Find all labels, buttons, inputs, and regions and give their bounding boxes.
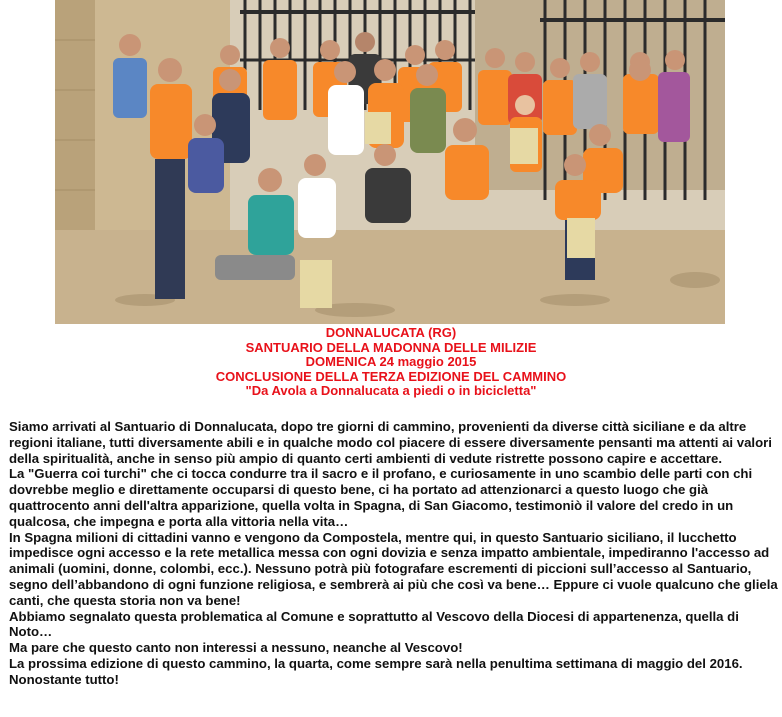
article-paragraph: Ma pare che questo canto non interessi a nessuno, neanche al Vescovo! [9,640,463,656]
header-sanctuary: SANTUARIO DELLA MADONNA DELLE MILIZIE [245,339,537,355]
group-photo [55,0,725,324]
article-paragraph: Abbiamo segnalato questa problematica al Comune e soprattutto al Vescovo della Diocesi di appartenenza, quella di Noto… [9,608,739,640]
header-event: CONCLUSIONE DELLA TERZA EDIZIONE DEL CAMMINO [215,368,567,384]
article-paragraph: In Spagna milioni di cittadini vanno e vengono da Compostela, mentre qui, in questo Santuario siciliano, il lucchetto impedisce ogni accesso e la rete metallica messa con ogni dovizia e senza impatto ambientale, impediranno l'accesso ad animali (uomini, donne, colombi, ecc.). Nessuno potrà più fotografare escrementi di piccioni sull’accesso al Santuario, segno dell’abbandono di ogni funzione religiosa, e sembrerà ai più che così va bene… Eppure ci vuole qualcuno che gliela canti, che questa storia non va bene! [9,529,778,608]
header-subtitle: "Da Avola a Donnalucata a piedi o in bicicletta" [245,383,537,399]
article-paragraph: La "Guerra coi turchi" che ci tocca condurre tra il sacro e il profano, e curiosamente in uno scambio delle parti con chi dovrebbe meglio e direttamente occuparsi di questo bene, ci ha portato ad attenzionarci a questo luogo che già quattrocento anni dell'altra apparizione, quella volta in Spagna, di San Giacomo, testimoniò il valore del credo in un qualcosa, che impegna e porta alla vittoria nella vita… [9,466,753,529]
header-location: DONNALUCATA (RG) [325,325,457,340]
event-header [0,326,782,399]
article-body [9,419,779,688]
header-date: DOMENICA 24 maggio 2015 [305,354,477,370]
article-paragraph: Siamo arrivati al Santuario di Donnalucata, dopo tre giorni di cammino, provenienti da diverse città siciliane e da altre regioni italiane, tutti diversamente abili e in qualche modo col piacere di essere diversamente pensanti ma attenti ai valori della spiritualità, anche in senso più ampio di quanto certi ambienti di vedute ristrette possono capire e accettare. [9,419,772,466]
article-paragraph: La prossima edizione di questo cammino, la quarta, come sempre sarà nella penultima settimana di maggio del 2016. Nonostante tutto! [9,655,743,687]
